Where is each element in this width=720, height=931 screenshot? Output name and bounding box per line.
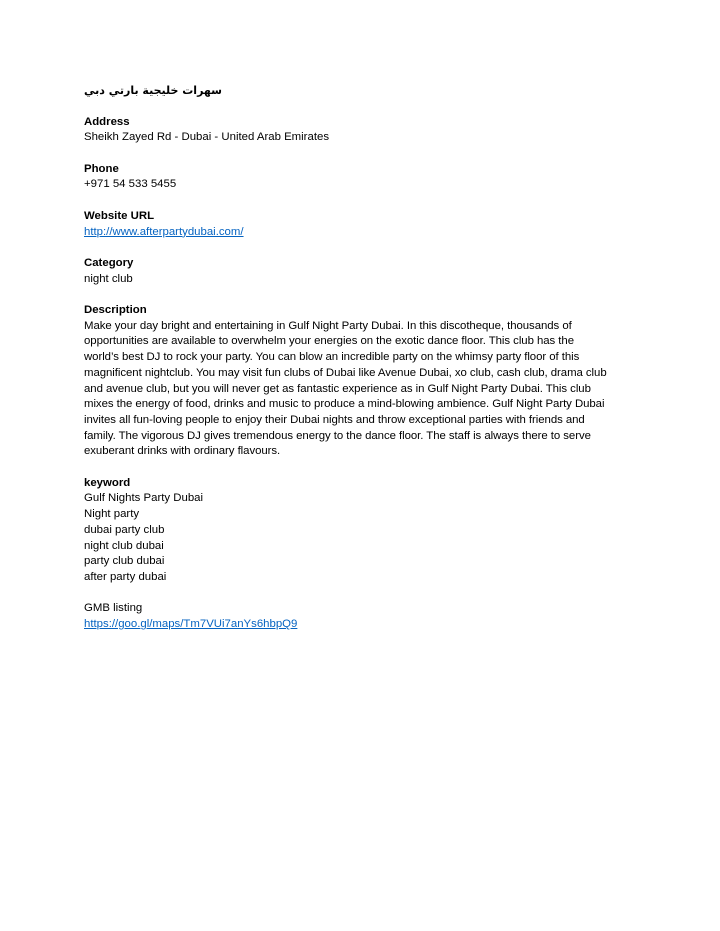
spacer — [84, 146, 644, 162]
address-value: Sheikh Zayed Rd - Dubai - United Arab Emirates — [84, 131, 330, 144]
document-page — [84, 83, 644, 633]
address-label: Address — [84, 115, 130, 128]
keyword-item: after party dubai — [84, 571, 167, 583]
description-line: exuberant drinks with ordinary flavours. — [84, 445, 281, 458]
description-line: world’s best DJ to rock your party. You can blow an incredible party on the whimsy party floor of this — [84, 351, 580, 364]
keyword-item: night club dubai — [84, 539, 164, 552]
website-label: Website URL — [84, 209, 155, 222]
description-line: and avenue club, but you will never get as fantastic experience as in Gulf Night Party Dubai. This club — [84, 382, 591, 395]
gmb-value-wrap — [84, 617, 644, 633]
spacer — [84, 586, 644, 602]
category-label: Category — [84, 256, 134, 269]
description-line: mixes the energy of food, drinks and music to produce a mind-blowing ambience. Gulf Night Party Dubai — [84, 398, 605, 411]
phone-value: +971 54 533 5455 — [84, 178, 177, 191]
keyword-label: keyword — [84, 476, 131, 489]
description-line: Make your day bright and entertaining in Gulf Night Party Dubai. In this discotheque, thousands of — [84, 319, 572, 332]
description-text — [84, 319, 624, 460]
gmb-link[interactable]: https://goo.gl/maps/Tm7VUi7anYs6hbpQ9 — [84, 618, 298, 631]
keyword-item: Gulf Nights Party Dubai — [84, 492, 204, 505]
spacer — [84, 287, 644, 303]
page-title: سهرات خليجية بارتي دبي — [84, 84, 222, 97]
spacer — [84, 240, 644, 256]
keyword-item: party club dubai — [84, 555, 165, 568]
description-line: invites all fun-loving people to enjoy their Dubai nights and throw exceptional parties with friends and — [84, 413, 585, 426]
category-value: night club — [84, 272, 133, 285]
description-line: family. The vigorous DJ gives tremendous energy to the dance floor. The staff is always there to serve — [84, 429, 591, 442]
keyword-item: Night party — [84, 508, 140, 521]
description-line: magnificent nightclub. You may visit fun clubs of Dubai like Avenue Dubai, xo club, cash club, drama club — [84, 366, 607, 379]
website-value-wrap — [84, 225, 644, 241]
keyword-item: dubai party club — [84, 523, 165, 536]
gmb-label: GMB listing — [84, 602, 143, 615]
phone-label: Phone — [84, 162, 119, 175]
spacer — [84, 99, 644, 115]
spacer — [84, 460, 644, 476]
website-link[interactable]: http://www.afterpartydubai.com/ — [84, 225, 244, 238]
spacer — [84, 193, 644, 209]
description-line: opportunities are available to overwhelm your energies on the exotic dance floor. This club has the — [84, 335, 574, 348]
keyword-list — [84, 491, 644, 585]
description-label: Description — [84, 304, 147, 317]
